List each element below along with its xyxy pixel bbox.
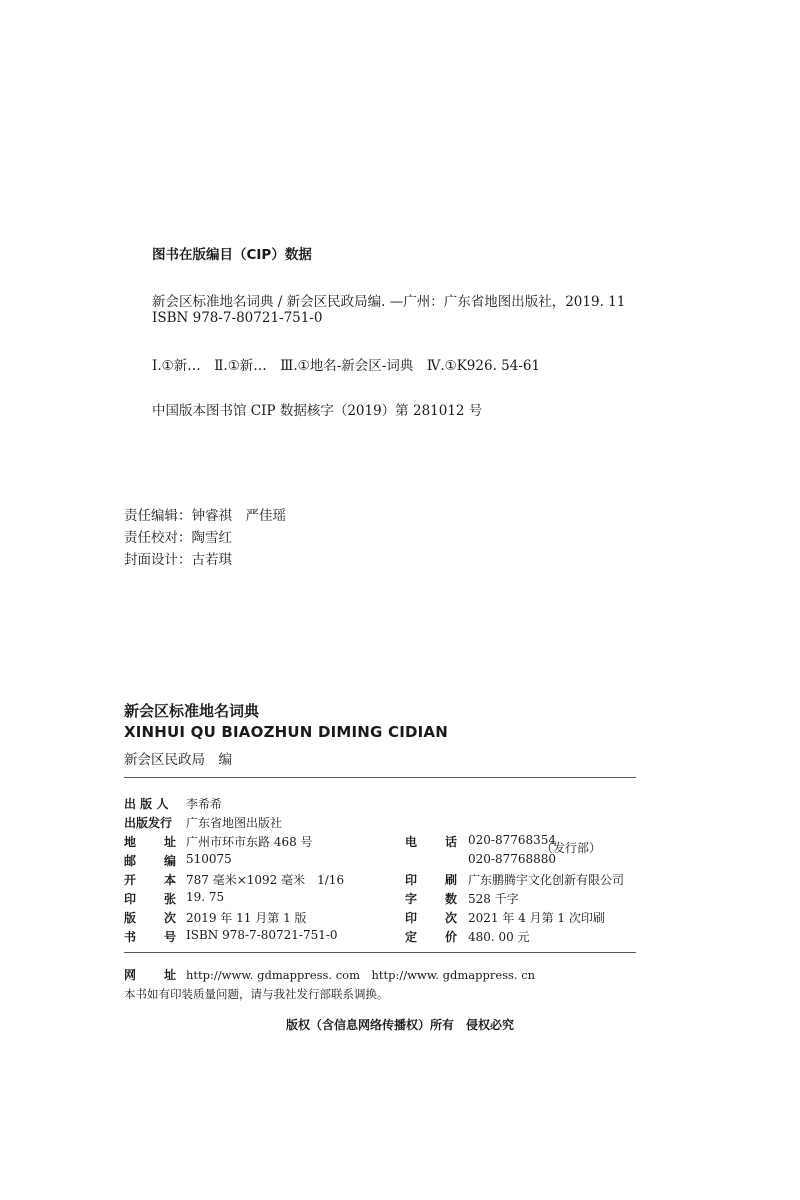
printing-label: 印 次 <box>405 911 458 925</box>
printer-label: 印 刷 <box>405 873 458 887</box>
isbn-label: 书 号 <box>124 930 177 944</box>
format-value: 787 毫米×1092 毫米 1/16 <box>186 873 345 887</box>
divider-bottom <box>124 952 636 953</box>
words-label: 字 数 <box>405 892 458 906</box>
website-value[interactable]: http://www. gdmappress. com http://www. gdmappress. cn <box>186 968 536 982</box>
credit-cover-design-value: 古若琪 <box>191 552 232 568</box>
edition-label: 版 次 <box>124 911 177 925</box>
cip-title: 图书在版编目（CIP）数据 <box>152 247 312 263</box>
credit-proofreader-value: 陶雪红 <box>191 530 232 546</box>
book-title-cn: 新会区标准地名词典 <box>124 702 260 720</box>
price-value: 480. 00 元 <box>468 930 530 944</box>
book-title-en: XINHUI QU BIAOZHUN DIMING CIDIAN <box>124 723 448 741</box>
printing-value: 2021 年 4 月第 1 次印刷 <box>468 911 605 925</box>
website-label: 网 址 <box>124 968 177 982</box>
price-label: 定 价 <box>405 930 458 944</box>
postcode-value: 510075 <box>186 852 232 866</box>
quality-notice: 本书如有印装质量问题，请与我社发行部联系调换。 <box>124 987 389 1001</box>
sheets-value: 19. 75 <box>186 890 225 904</box>
book-author: 新会区民政局 编 <box>124 752 232 768</box>
publisher-value: 李希希 <box>186 797 223 811</box>
distributor-label: 出版发行 <box>124 816 173 830</box>
phone-dept-note: （发行部） <box>541 841 602 855</box>
cip-line-isbn: ISBN 978-7-80721-751-0 <box>152 310 323 326</box>
credit-editor <box>124 504 286 524</box>
credit-proofreader <box>124 526 232 546</box>
credit-cover-design-label: 封面设计： <box>124 552 192 568</box>
format-label: 开 本 <box>124 873 177 887</box>
copyright-notice: 版权（含信息网络传播权）所有 侵权必究 <box>285 1018 514 1032</box>
phone-value-1: 020-87768354 <box>468 833 557 847</box>
printer-value: 广东鹏腾宇文化创新有限公司 <box>468 873 625 887</box>
words-value: 528 千字 <box>468 892 519 906</box>
phone-value-2: 020-87768880 <box>468 852 557 866</box>
address-label: 地 址 <box>124 835 177 849</box>
cip-line-verification: 中国版本图书馆 CIP 数据核字（2019）第 281012 号 <box>152 403 483 419</box>
edition-value: 2019 年 11 月第 1 版 <box>186 911 307 925</box>
divider-top <box>124 777 636 778</box>
credit-editor-label: 责任编辑： <box>124 508 192 524</box>
postcode-label: 邮 编 <box>124 854 177 868</box>
address-value: 广州市环市东路 468 号 <box>186 835 313 849</box>
credit-editor-value: 钟睿祺 严佳瑶 <box>191 508 286 524</box>
publisher-label: 出 版 人 <box>124 797 169 811</box>
sheets-label: 印 张 <box>124 892 177 906</box>
phone-label: 电 话 <box>405 835 458 849</box>
credit-proofreader-label: 责任校对： <box>124 530 192 546</box>
cip-line-title: 新会区标准地名词典 / 新会区民政局编. —广州：广东省地图出版社，2019. 11 <box>152 294 626 310</box>
cip-line-classification: Ⅰ.①新… Ⅱ.①新… Ⅲ.①地名-新会区-词典 Ⅳ.①K926. 54-61 <box>152 358 541 374</box>
distributor-value: 广东省地图出版社 <box>186 816 283 830</box>
credit-cover-design <box>124 548 232 568</box>
isbn-value: ISBN 978-7-80721-751-0 <box>186 928 338 942</box>
